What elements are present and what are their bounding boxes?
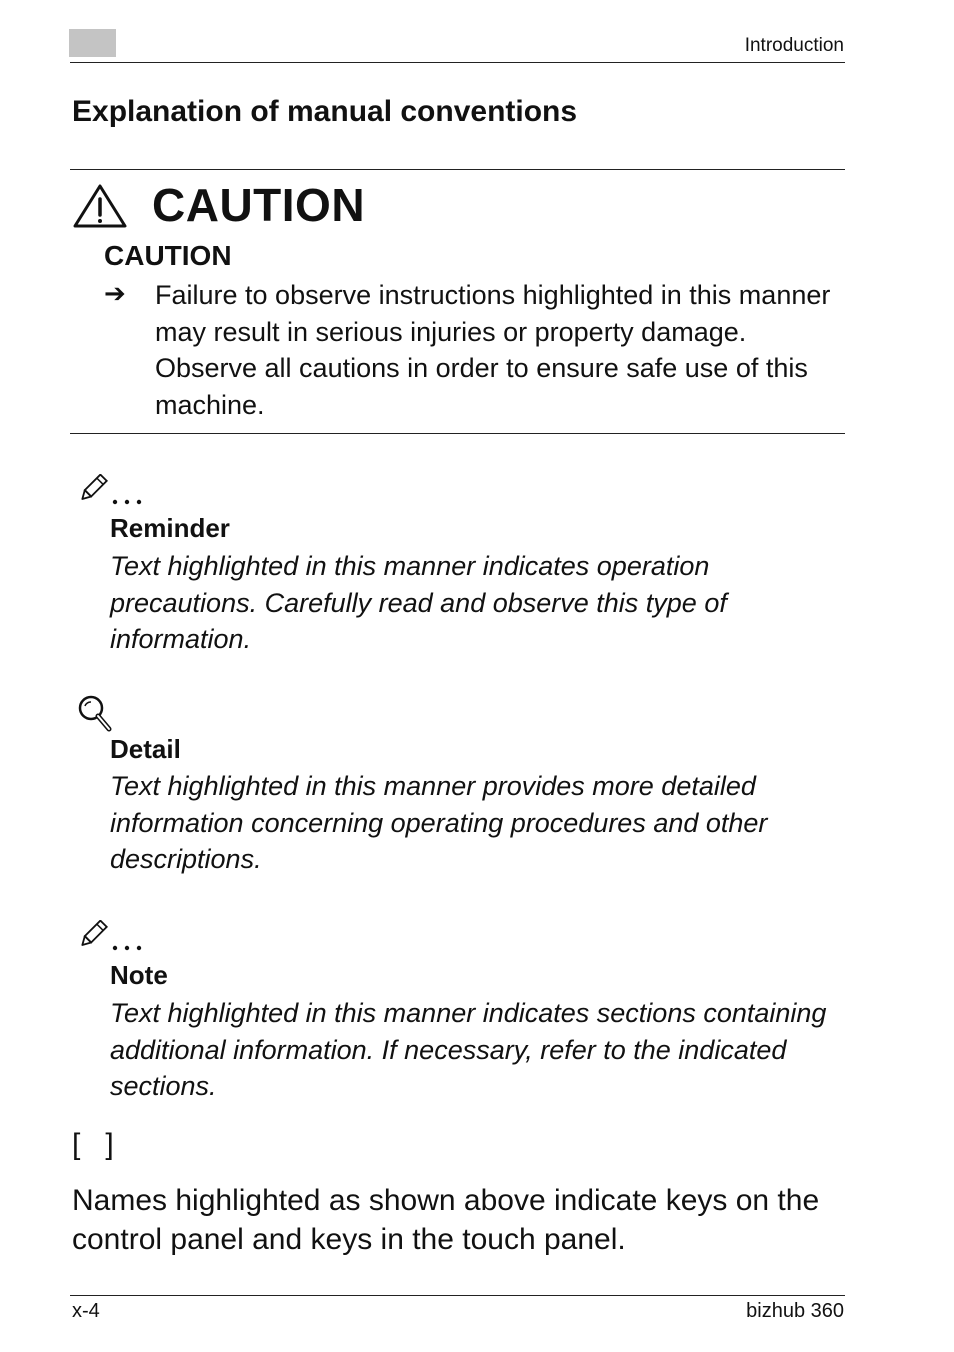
reminder-heading: Reminder	[110, 513, 230, 543]
header-tab	[69, 29, 116, 57]
pencil-note-icon	[80, 920, 146, 954]
note-heading: Note	[110, 960, 168, 990]
pencil-note-icon	[80, 474, 146, 508]
product-name: bizhub 360	[746, 1300, 844, 1322]
page-title: Explanation of manual conventions	[72, 95, 578, 128]
caution-heading: CAUTION	[152, 179, 366, 231]
reminder-text: Text highlighted in this manner indicates operation precautions. Carefully read and observe this type of information.	[110, 551, 727, 654]
caution-subheading: CAUTION	[104, 240, 232, 271]
caution-text: Failure to observe instructions highlighted in this manner may result in serious injuries or property damage. Observe all cautions in order to ensure safe use of this machine.	[155, 280, 831, 420]
key-brackets: [ ]	[72, 1128, 114, 1161]
caution-top-divider	[70, 169, 845, 170]
caution-bottom-divider	[70, 433, 845, 434]
header-section: Introduction	[744, 35, 844, 56]
detail-text: Text highlighted in this manner provides more detailed information concerning operating procedures and other descriptions.	[110, 771, 768, 874]
detail-heading: Detail	[110, 734, 181, 764]
keys-description: Names highlighted as shown above indicate keys on the control panel and keys in the touch panel.	[72, 1184, 820, 1256]
arrow-icon: ➔	[104, 278, 126, 308]
header-divider	[70, 62, 845, 63]
page-number: x-4	[72, 1300, 100, 1322]
magnifier-icon	[76, 694, 114, 734]
footer-divider	[70, 1295, 845, 1296]
note-text: Text highlighted in this manner indicates sections containing additional information. If necessary, refer to the indicated sections.	[110, 998, 827, 1101]
warning-triangle-icon	[72, 183, 128, 229]
